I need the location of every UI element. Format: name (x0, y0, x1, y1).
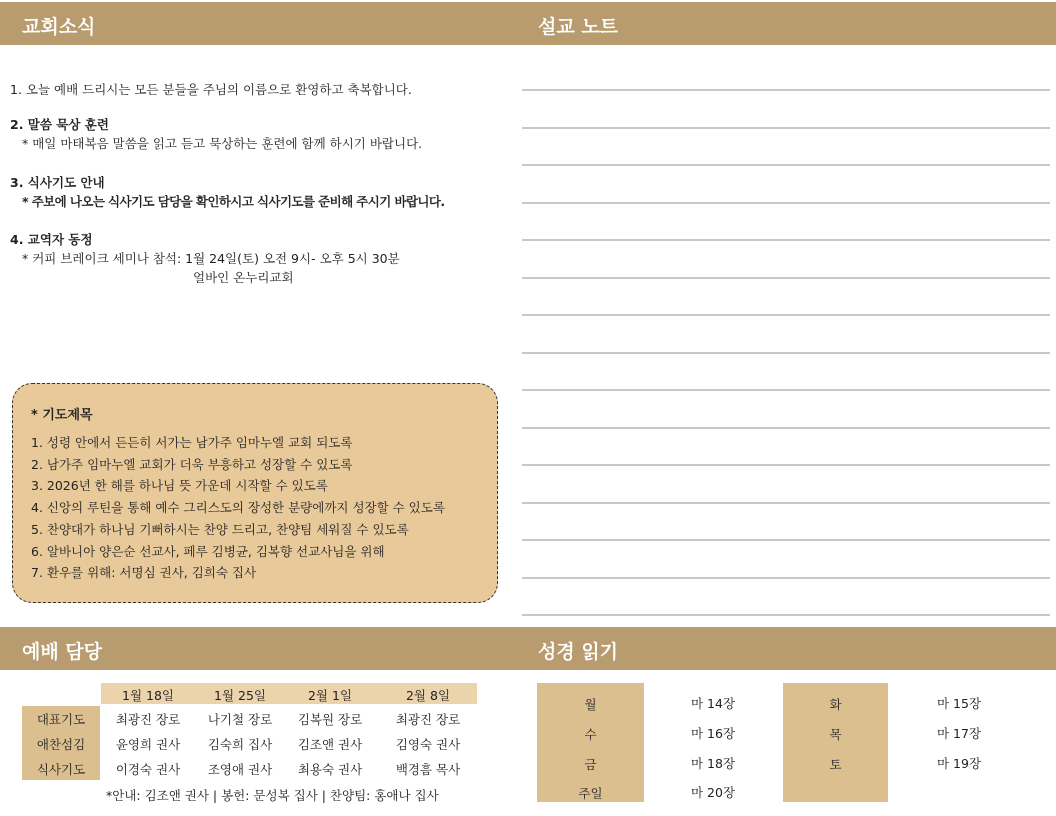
note-line (522, 239, 1050, 241)
news-item-4-text: * 커피 브레이크 세미나 참석: 1월 24일(토) 오전 9시- 오후 5시 30분 (22, 251, 400, 266)
notes-heading: 설교 노트 (538, 16, 619, 38)
news-item-4-title: 4. 교역자 동정 (10, 232, 93, 247)
note-line (522, 427, 1050, 429)
note-line (522, 89, 1050, 91)
reading-day: 월 (584, 697, 597, 712)
date-header: 1월 25일 (214, 688, 266, 703)
prayer-item: 1. 성령 안에서 든든히 서가는 남가주 임마누엘 교회 되도록 (31, 435, 353, 450)
note-line (522, 614, 1050, 616)
reading-day: 수 (584, 727, 597, 742)
duty-name: 김숙희 집사 (207, 737, 273, 752)
reading-chapter: 마 18장 (690, 756, 736, 771)
prayer-item: 4. 신앙의 루틴을 통해 예수 그리스도의 장성한 분량에까지 성장할 수 있도록 (31, 500, 445, 516)
duty-name: 김조앤 권사 (297, 737, 363, 752)
reading-day: 목 (829, 727, 842, 742)
bible-heading: 성경 읽기 (538, 641, 619, 663)
duty-name: 나기철 장로 (207, 712, 273, 727)
role-label: 식사기도 (36, 762, 86, 777)
duty-name: 백경흠 목사 (395, 762, 461, 777)
news-heading: 교회소식 (22, 16, 96, 38)
note-line (522, 277, 1050, 279)
header-bar-bottom (0, 627, 1056, 670)
header-bar-top (0, 2, 1056, 45)
date-header: 2월 1일 (307, 688, 353, 703)
reading-chapter: 마 16장 (690, 726, 736, 741)
duty-name: 김복원 장로 (297, 712, 363, 727)
news-item-3-text: * 주보에 나오는 식사기도 담당을 확인하시고 식사기도를 준비해 주시기 바랍니다. (22, 194, 445, 209)
reading-chapter: 마 15장 (936, 696, 982, 711)
news-item-3-title: 3. 식사기도 안내 (10, 175, 105, 190)
news-item-2-title: 2. 말씀 묵상 훈련 (10, 117, 109, 132)
note-line (522, 314, 1050, 316)
date-header: 1월 18일 (122, 688, 174, 703)
reading-chapter: 마 14장 (690, 696, 736, 711)
duty-name: 최광진 장로 (115, 712, 181, 727)
reading-chapter: 마 19장 (936, 756, 982, 771)
duty-note: *안내: 김조앤 권사 | 봉헌: 문성복 집사 | 찬양팀: 홍애나 집사 (106, 788, 439, 803)
reading-day: 화 (829, 697, 842, 712)
reading-chapter: 마 17장 (936, 726, 982, 741)
note-line (522, 539, 1050, 541)
note-line (522, 464, 1050, 466)
duty-name: 최광진 장로 (395, 712, 461, 727)
reading-day: 토 (829, 757, 842, 772)
prayer-item: 3. 2026년 한 해를 하나님 뜻 가운데 시작할 수 있도록 (31, 478, 328, 494)
note-line (522, 127, 1050, 129)
duty-name: 이경숙 권사 (115, 762, 181, 777)
note-line (522, 502, 1050, 504)
note-line (522, 577, 1050, 579)
news-item-2-text: * 매일 마태복음 말씀을 읽고 듣고 묵상하는 훈련에 함께 하시기 바랍니다. (22, 136, 423, 151)
duty-name: 최용숙 권사 (297, 762, 363, 777)
prayer-item: 7. 환우를 위해: 서명심 권사, 김희숙 집사 (31, 565, 257, 581)
note-line (522, 389, 1050, 391)
note-line (522, 202, 1050, 204)
duty-name: 김영숙 권사 (395, 737, 461, 752)
news-item-1: 1. 오늘 예배 드리시는 모든 분들을 주님의 이름으로 환영하고 축복합니다. (10, 82, 412, 97)
role-label: 애찬섬김 (36, 737, 86, 752)
reading-day: 금 (584, 757, 597, 772)
reading-day: 주일 (578, 786, 603, 801)
prayer-item: 5. 찬양대가 하나님 기뻐하시는 찬양 드리고, 찬양팀 세워질 수 있도록 (31, 521, 409, 537)
prayer-item: 2. 남가주 임마누엘 교회가 더욱 부흥하고 성장할 수 있도록 (31, 456, 353, 472)
note-line (522, 164, 1050, 166)
worship-heading: 예배 담당 (22, 641, 103, 663)
duty-name: 조영애 권사 (207, 762, 273, 777)
role-label: 대표기도 (36, 712, 86, 727)
prayer-box (12, 383, 498, 603)
news-item-4-place: 얼바인 온누리교회 (193, 270, 294, 285)
date-header: 2월 8일 (405, 688, 451, 703)
reading-chapter: 마 20장 (690, 785, 736, 800)
prayer-item: 6. 알바니아 양은순 선교사, 페루 김병균, 김복향 선교사님을 위해 (31, 543, 385, 559)
note-line (522, 352, 1050, 354)
prayer-title: * 기도제목 (31, 408, 93, 423)
duty-name: 윤영희 권사 (115, 737, 181, 752)
